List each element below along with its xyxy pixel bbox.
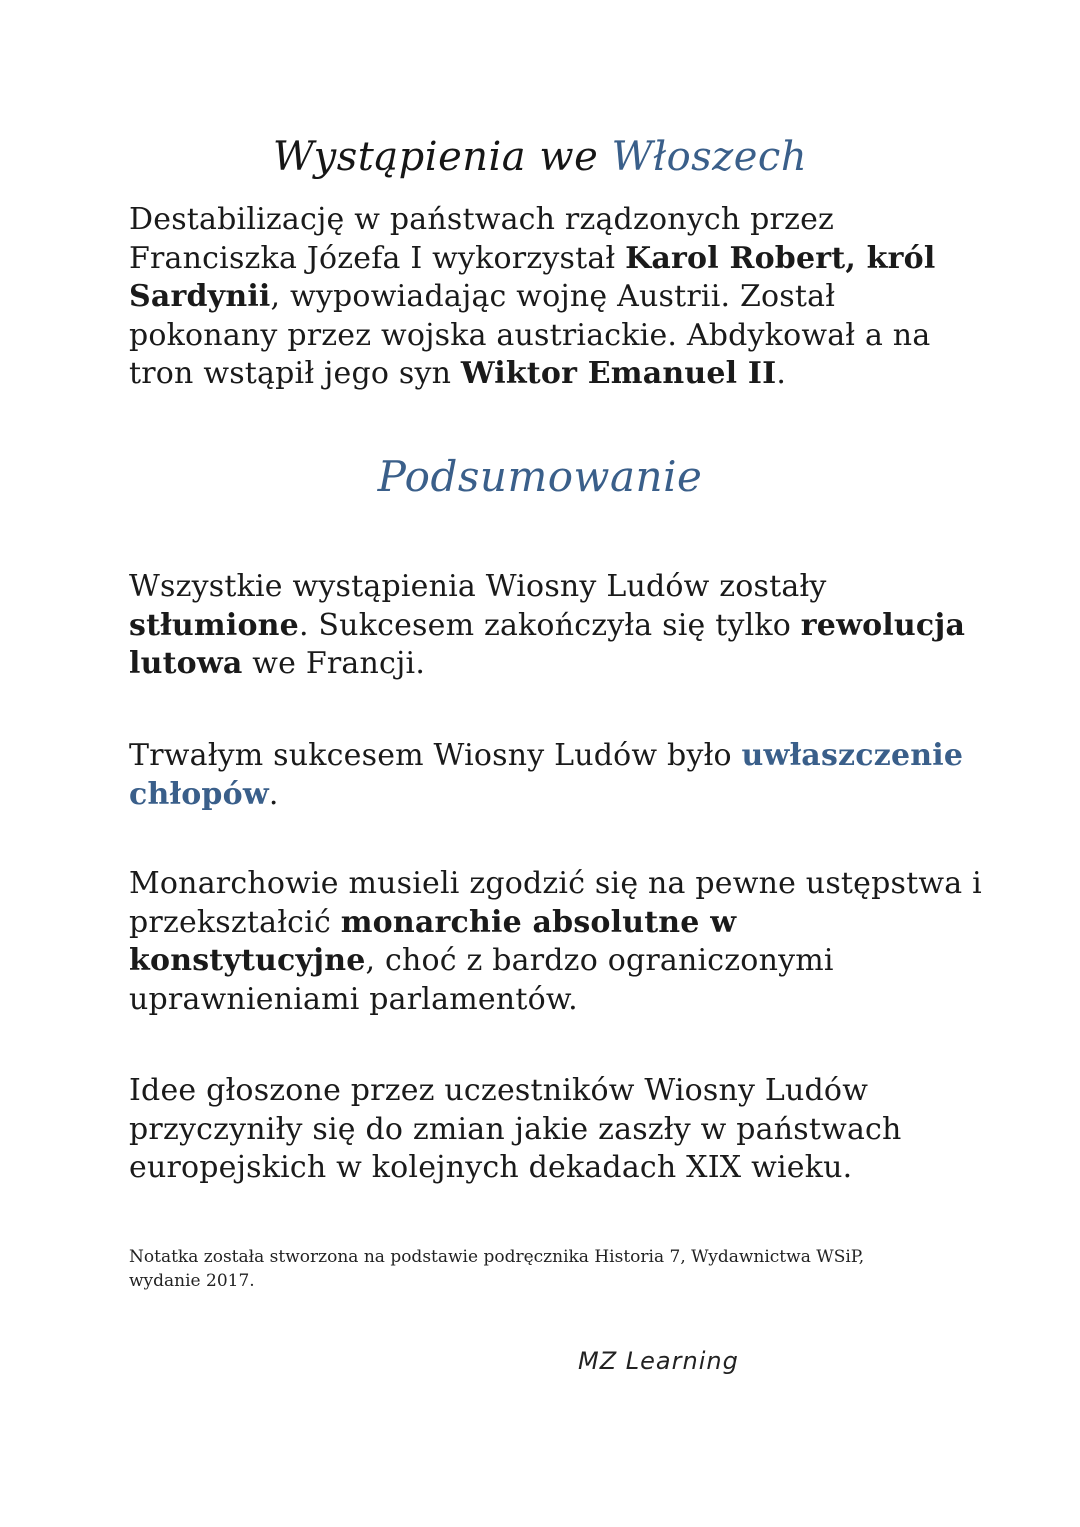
paragraph-monarchs xyxy=(129,865,989,1019)
text-run: . xyxy=(268,776,279,812)
text-run: we Francji. xyxy=(242,646,426,681)
section-title-italy-part1: Wystąpienia we xyxy=(272,134,612,180)
signature: MZ Learning xyxy=(578,1347,739,1375)
text-run: , wypowiadając wojnę Austrii. Został pokonany przez wojska austriackie. Abdykował a na tron wstąpił jego syn xyxy=(129,279,931,391)
bold-run: Karol Robert, król Sardynii xyxy=(129,240,936,314)
section-title-summary: Podsumowanie xyxy=(377,452,703,501)
text-run: Destabilizację w państwach rządzonych przez Franciszka Józefa I wykorzystał xyxy=(129,202,835,276)
bold-run: stłumione xyxy=(129,607,299,643)
text-run: Wszystkie wystąpienia Wiosny Ludów zostały xyxy=(129,569,827,604)
section-title-italy-part2: Włoszech xyxy=(611,134,808,180)
source-note: Notatka została stworzona na podstawie podręcznika Historia 7, Wydawnictwa WSiP, wydanie 2017. xyxy=(129,1247,865,1291)
accent-run: uwłaszczenie chłopów xyxy=(129,738,964,812)
text-run: Monarchowie musieli zgodzić się na pewne ustępstwa i przekształcić xyxy=(129,866,982,940)
text-run: , choć z bardzo ograniczonymi uprawnieniami parlamentów. xyxy=(129,943,834,1017)
paragraph-italy xyxy=(129,201,989,394)
text-run: Trwałym sukcesem Wiosny Ludów było xyxy=(129,738,742,773)
text-run: . xyxy=(776,356,787,391)
section-title-italy xyxy=(0,132,1080,182)
bold-run: monarchie absolutne w konstytucyjne xyxy=(129,904,737,978)
text-run: . Sukcesem zakończyła się tylko xyxy=(298,607,801,643)
paragraph-success xyxy=(129,737,989,814)
paragraph-ideas xyxy=(129,1072,989,1188)
paragraph-suppressed xyxy=(129,568,989,684)
bold-run: Wiktor Emanuel II xyxy=(460,356,777,391)
bold-run: rewolucja lutowa xyxy=(129,607,966,681)
text-run: Idee głoszone przez uczestników Wiosny Ludów przyczyniły się do zmian jakie zaszły w państwach europejskich w kolejnych dekadach XIX wieku. xyxy=(129,1073,902,1185)
